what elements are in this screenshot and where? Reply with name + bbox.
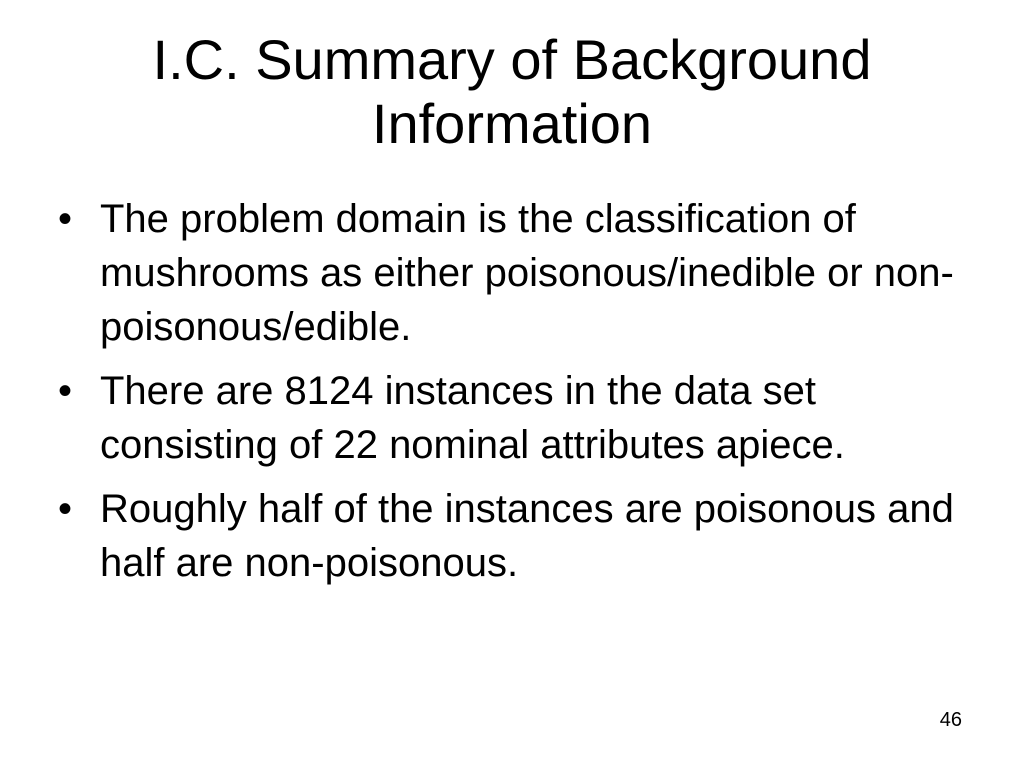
bullet-item: [58, 192, 988, 354]
bullet-text: There are 8124 instances in the data set consisting of 22 nominal attributes apiece.: [100, 369, 845, 467]
slide-title: I.C. Summary of Background Information: [152, 28, 872, 155]
bullet-list: [58, 192, 988, 600]
bullet-icon: •: [58, 487, 73, 531]
bullet-item: [58, 482, 988, 590]
bullet-text: The problem domain is the classification of mushrooms as either poisonous/inedible or non-poisonous/edible.: [100, 197, 954, 349]
bullet-item: [58, 364, 988, 472]
bullet-icon: •: [58, 369, 73, 413]
page-number: 46: [939, 709, 962, 731]
bullet-icon: •: [58, 197, 73, 241]
bullet-text: Roughly half of the instances are poisonous and half are non-poisonous.: [100, 487, 954, 585]
